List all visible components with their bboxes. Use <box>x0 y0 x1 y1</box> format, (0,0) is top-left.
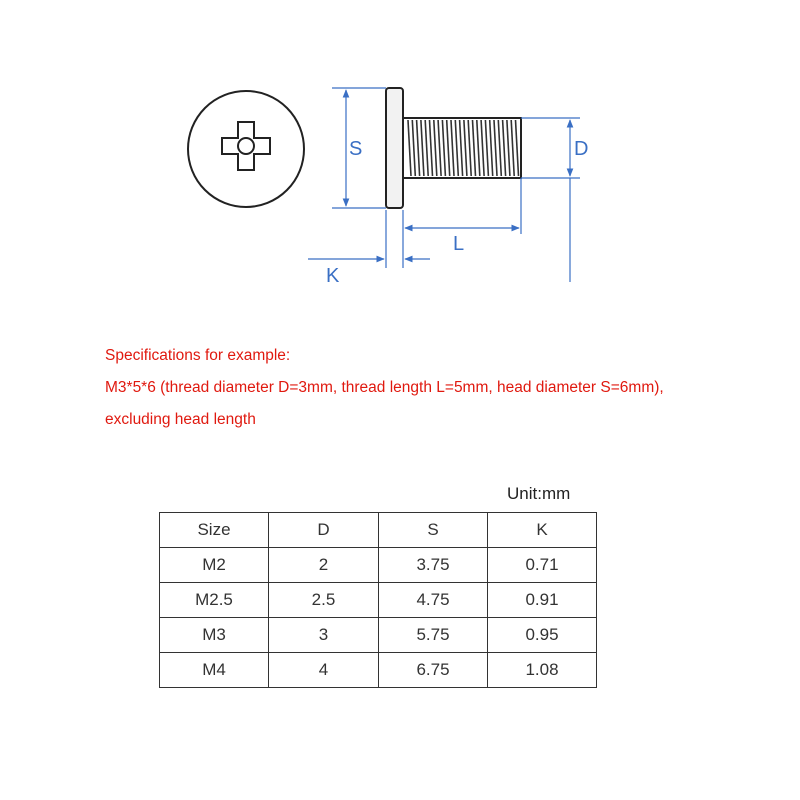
table-cell: 6.75 <box>379 653 488 688</box>
label-L: L <box>453 233 465 255</box>
spec-note: excluding head length <box>105 411 256 428</box>
table-cell: 3.75 <box>379 548 488 583</box>
screw-diagram <box>0 0 800 300</box>
table-row <box>160 583 597 618</box>
column-header: K <box>488 513 597 548</box>
spec-example: M3*5*6 (thread diameter D=3mm, thread length L=5mm, head diameter S=6mm), <box>105 379 664 396</box>
table-cell: 4 <box>269 653 379 688</box>
column-header: S <box>379 513 488 548</box>
table-row <box>160 548 597 583</box>
column-header: D <box>269 513 379 548</box>
table-cell: M2.5 <box>160 583 269 618</box>
table-cell: 0.71 <box>488 548 597 583</box>
screw-side-view-icon <box>386 88 521 208</box>
table-cell: M4 <box>160 653 269 688</box>
label-D: D <box>574 138 589 160</box>
table-cell: 0.91 <box>488 583 597 618</box>
table-cell: 2 <box>269 548 379 583</box>
size-table <box>159 512 597 688</box>
table-cell: 5.75 <box>379 618 488 653</box>
table-row <box>160 653 597 688</box>
table-cell: 1.08 <box>488 653 597 688</box>
spec-heading: Specifications for example: <box>105 347 291 364</box>
table-cell: 4.75 <box>379 583 488 618</box>
table-header-row <box>160 513 597 548</box>
column-header: Size <box>160 513 269 548</box>
label-K: K <box>326 265 340 287</box>
label-S: S <box>349 138 363 160</box>
table-cell: M2 <box>160 548 269 583</box>
table-cell: 2.5 <box>269 583 379 618</box>
table-cell: 3 <box>269 618 379 653</box>
table-cell: 0.95 <box>488 618 597 653</box>
table-cell: M3 <box>160 618 269 653</box>
phillips-head-top-view-icon <box>188 91 304 207</box>
table-row <box>160 618 597 653</box>
unit-label: Unit:mm <box>507 484 571 503</box>
